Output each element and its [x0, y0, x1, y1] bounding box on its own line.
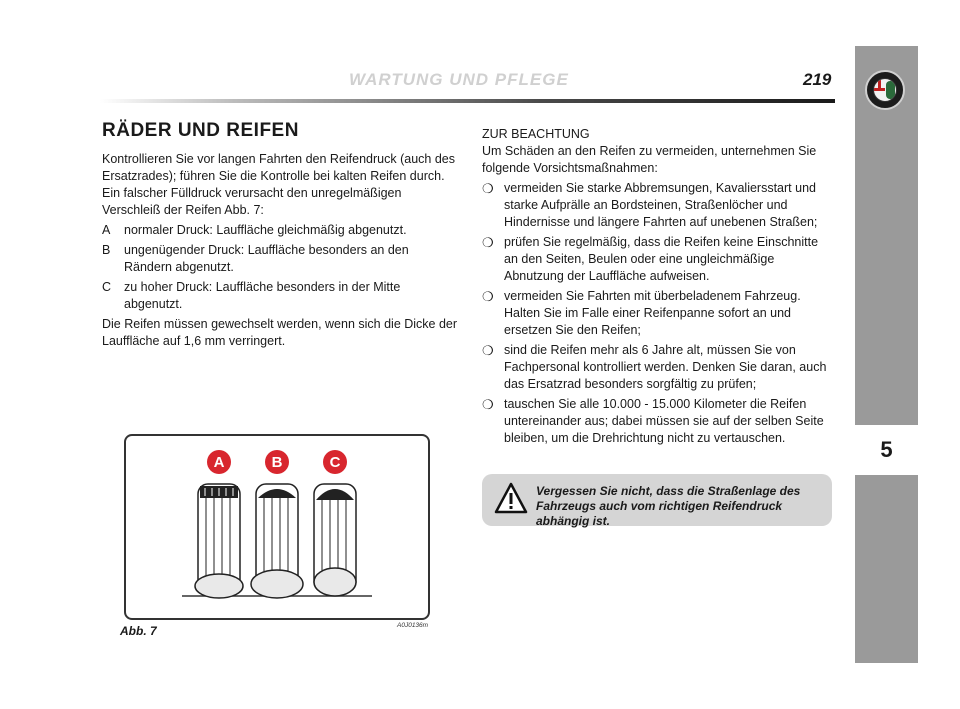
tire-wear-figure [124, 434, 430, 620]
svg-text:A: A [213, 454, 225, 471]
chapter-side-tab [855, 46, 918, 663]
page-header-title: WARTUNG UND PFLEGE [349, 70, 569, 89]
label-badge-c [323, 450, 347, 474]
chapter-number: 5 [855, 425, 918, 475]
label-badge-b [265, 450, 289, 474]
hollow-circle-bullet-icon: ❍ [482, 289, 494, 304]
hollow-circle-bullet-icon: ❍ [482, 397, 494, 412]
warning-text: Vergessen Sie nicht, dass die Straßenlage des Fahrzeugs auch vom richtigen Reifendruck abhängig ist. [536, 484, 801, 528]
svg-text:C: C [329, 454, 341, 471]
list-item: C zu hoher Druck: Lauffläche besonders in der Mitte abgenutzt. [102, 280, 401, 311]
tire-a [195, 484, 243, 598]
right-column [482, 126, 834, 447]
page-number: 219 [803, 70, 832, 89]
list-item: ❍ prüfen Sie regelmäßig, dass die Reifen keine Einschnitte an den Seiten, Beulen oder eine ungleichmäßige Abnutzung der Lauffläche aufweisen. [482, 235, 819, 283]
outro-paragraph: Die Reifen müssen gewechselt werden, wenn sich die Dicke der Lauffläche auf 1,6 mm verringert. [102, 317, 458, 348]
list-item: ❍ tauschen Sie alle 10.000 - 15.000 Kilometer die Reifen untereinander aus; dabei müssen sie auf der selben Seite bleiben, um die Drehrichtung nicht zu vertauschen. [482, 397, 824, 445]
caution-heading: ZUR BEACHTUNG [482, 127, 590, 141]
figure-caption: Abb. 7 [120, 624, 157, 638]
tire-b [251, 484, 303, 598]
header-divider [100, 99, 835, 103]
warning-triangle-icon [494, 482, 528, 514]
section-heading: RÄDER UND REIFEN [102, 120, 299, 141]
label-badge-a [207, 450, 231, 474]
list-item: ❍ vermeiden Sie starke Abbremsungen, Kavaliersstart und starke Aufprälle an Bordsteinen, Straßenlöcher und Hindernisse und längere Fahrten auf unebenen Straßen; [482, 181, 818, 229]
intro-paragraph: Kontrollieren Sie vor langen Fahrten den Reifendruck (auch des Ersatzrades); führen Sie die Kontrolle bei kalten Reifen durch. [102, 152, 455, 183]
svg-text:B: B [271, 454, 283, 471]
intro-paragraph-2: Ein falscher Fülldruck verursacht den unregelmäßigen Verschleiß der Reifen Abb. 7: [102, 186, 402, 217]
hollow-circle-bullet-icon: ❍ [482, 343, 494, 358]
alfa-romeo-logo-icon [865, 70, 905, 110]
list-item: A normaler Druck: Lauffläche gleichmäßig abgenutzt. [102, 223, 407, 237]
tire-c [314, 484, 356, 596]
hollow-circle-bullet-icon: ❍ [482, 181, 494, 196]
list-item: ❍ sind die Reifen mehr als 6 Jahre alt, müssen Sie von Fachpersonal kontrolliert werden. Denken Sie daran, auch das Ersatzrad besonders sorgfältig zu prüfen; [482, 343, 827, 391]
hollow-circle-bullet-icon: ❍ [482, 235, 494, 250]
list-item: ❍ vermeiden Sie Fahrten mit überbeladenem Fahrzeug. Halten Sie im Falle einer Reifenpanne sofort an und ersetzen Sie den Reifen; [482, 289, 801, 337]
tire-wear-illustration [126, 436, 428, 618]
warning-box [482, 474, 832, 526]
figure-code: A0J0136m [397, 622, 429, 629]
list-item: B ungenügender Druck: Lauffläche besonders an den Rändern abgenutzt. [102, 243, 409, 274]
caution-intro: Um Schäden an den Reifen zu vermeiden, unternehmen Sie folgende Vorsichtsmaßnahmen: [482, 144, 817, 175]
left-column [102, 122, 458, 350]
